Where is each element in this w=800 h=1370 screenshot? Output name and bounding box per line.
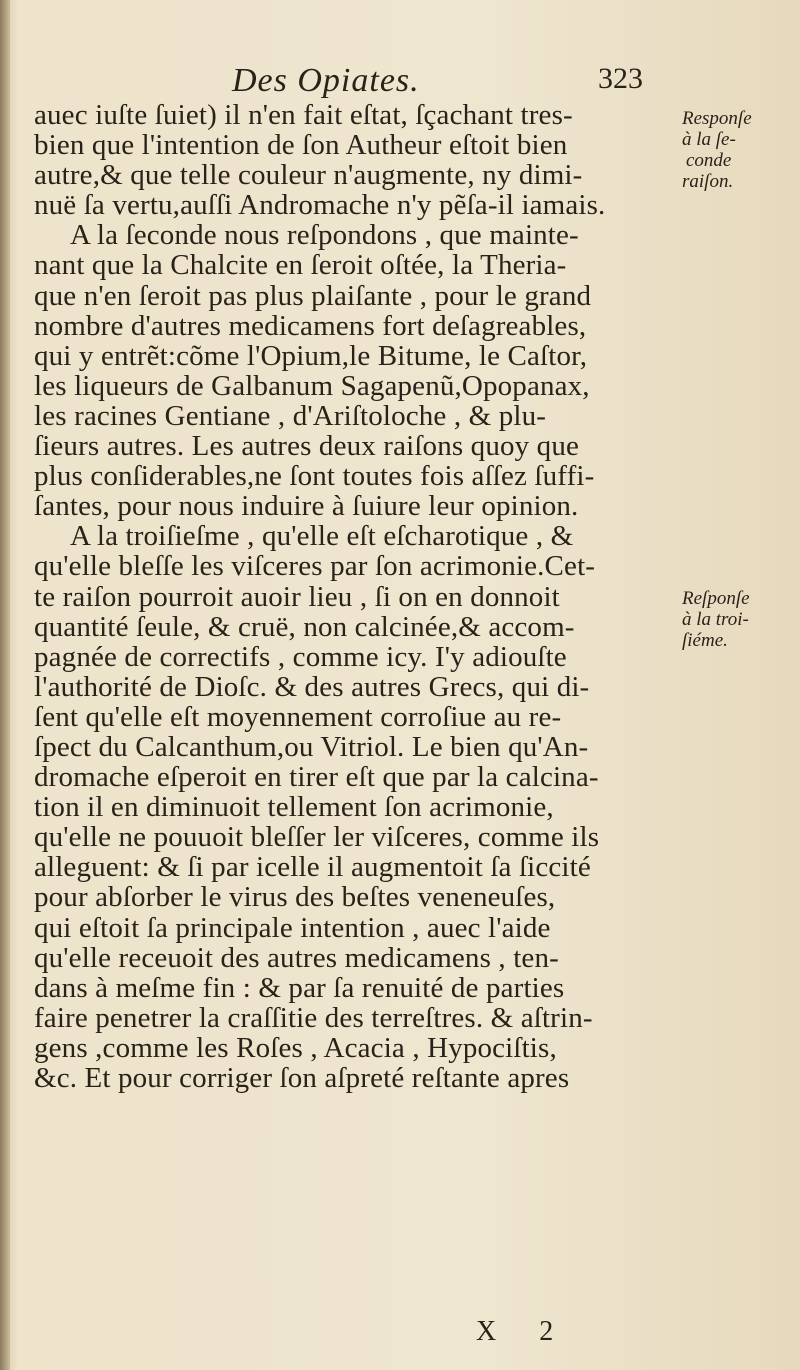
text-line: nant que la Chalcite en ſeroit oſtée, la Theria-	[34, 249, 567, 282]
marginal-note-line: Responſe	[682, 108, 752, 129]
text-line: pour abſorber le virus des beſtes veneneuſes,	[34, 881, 556, 914]
signature-mark: X 2	[476, 1316, 572, 1347]
text-line: alleguent: & ſi par icelle il augmentoit ſa ſiccité	[34, 851, 591, 884]
running-title: Des Opiates.	[232, 62, 420, 99]
text-line: autre,& que telle couleur n'augmente, ny dimi-	[34, 159, 583, 192]
text-line: ſpect du Calcanthum,ou Vitriol. Le bien qu'An-	[34, 730, 589, 763]
text-line: dans à meſme fin : & par ſa renuité de parties	[34, 971, 565, 1004]
text-line: les racines Gentiane , d'Ariſtoloche , & plu-	[34, 399, 547, 432]
text-line: ſieurs autres. Les autres deux raiſons quoy que	[34, 430, 580, 463]
text-line: tion il en diminuoit tellement ſon acrimonie,	[34, 791, 554, 824]
text-line: qui eſtoit ſa principale intention , auec l'aide	[34, 911, 551, 944]
marginal-note-line: à la ſe-	[682, 129, 736, 150]
marginal-note-third-reason	[682, 588, 800, 651]
text-line: qu'elle ne pouuoit bleſſer ler viſceres, comme ils	[34, 821, 600, 854]
text-line: A la ſeconde nous reſpondons , que mainte-	[70, 219, 579, 252]
text-line: l'authorité de Dioſc. & des autres Grecs, qui di-	[34, 670, 590, 703]
text-line: que n'en ſeroit pas plus plaiſante , pour le grand	[34, 279, 592, 312]
text-line: auec iuſte ſuiet) il n'en fait eſtat, ſçachant tres-	[34, 99, 573, 131]
text-line: A la troiſieſme , qu'elle eſt eſcharotique , &	[70, 520, 574, 553]
text-line: qu'elle bleſſe les viſceres par ſon acrimonie.Cet-	[34, 550, 596, 583]
text-line: quantité ſeule, & cruë, non calcinée,& accom-	[34, 610, 575, 643]
text-line: dromache eſperoit en tirer eſt que par la calcina-	[34, 761, 599, 794]
text-line: ſantes, pour nous induire à ſuiure leur opinion.	[34, 490, 579, 523]
text-line: pagnée de correctifs , comme icy. I'y adiouſte	[34, 640, 567, 673]
text-line: faire penetrer la craſſitie des terreſtres. & aſtrin-	[34, 1001, 593, 1034]
page-gutter-shadow	[0, 0, 10, 1370]
page-number: 323	[598, 62, 643, 95]
text-line: te raiſon pourroit auoir lieu , ſi on en donnoit	[34, 580, 560, 613]
text-line: qu'elle receuoit des autres medicamens , ten-	[34, 941, 559, 974]
text-line: &c. Et pour corriger ſon aſpreté reſtante apres	[34, 1062, 570, 1094]
text-line: qui y entrẽt:cõme l'Opium,le Bitume, le Caſtor,	[34, 339, 588, 372]
marginal-note-line: ſiéme.	[682, 630, 728, 651]
text-line: les liqueurs de Galbanum Sagapenũ,Opopanax,	[34, 369, 590, 402]
text-line: nuë ſa vertu,auſſi Andromache n'y pẽſa-il iamais.	[34, 189, 606, 222]
marginal-note-line: Reſponſe	[682, 588, 750, 609]
marginal-note-second-reason	[682, 108, 800, 192]
page-header	[0, 62, 800, 102]
text-line: plus conſiderables,ne ſont toutes fois aſſez ſuffi-	[34, 460, 595, 493]
text-line: gens ,comme les Roſes , Acacia , Hypociſtis,	[34, 1031, 557, 1064]
marginal-note-line: à la troi-	[682, 609, 749, 630]
body-text	[34, 100, 674, 1093]
text-line: ſent qu'elle eſt moyennement corroſiue au re-	[34, 700, 562, 733]
marginal-note-line: raiſon.	[682, 171, 734, 192]
marginal-note-line: conde	[686, 150, 732, 171]
text-line: bien que l'intention de ſon Autheur eſtoit bien	[34, 129, 568, 162]
text-line: nombre d'autres medicamens fort deſagreables,	[34, 309, 587, 342]
